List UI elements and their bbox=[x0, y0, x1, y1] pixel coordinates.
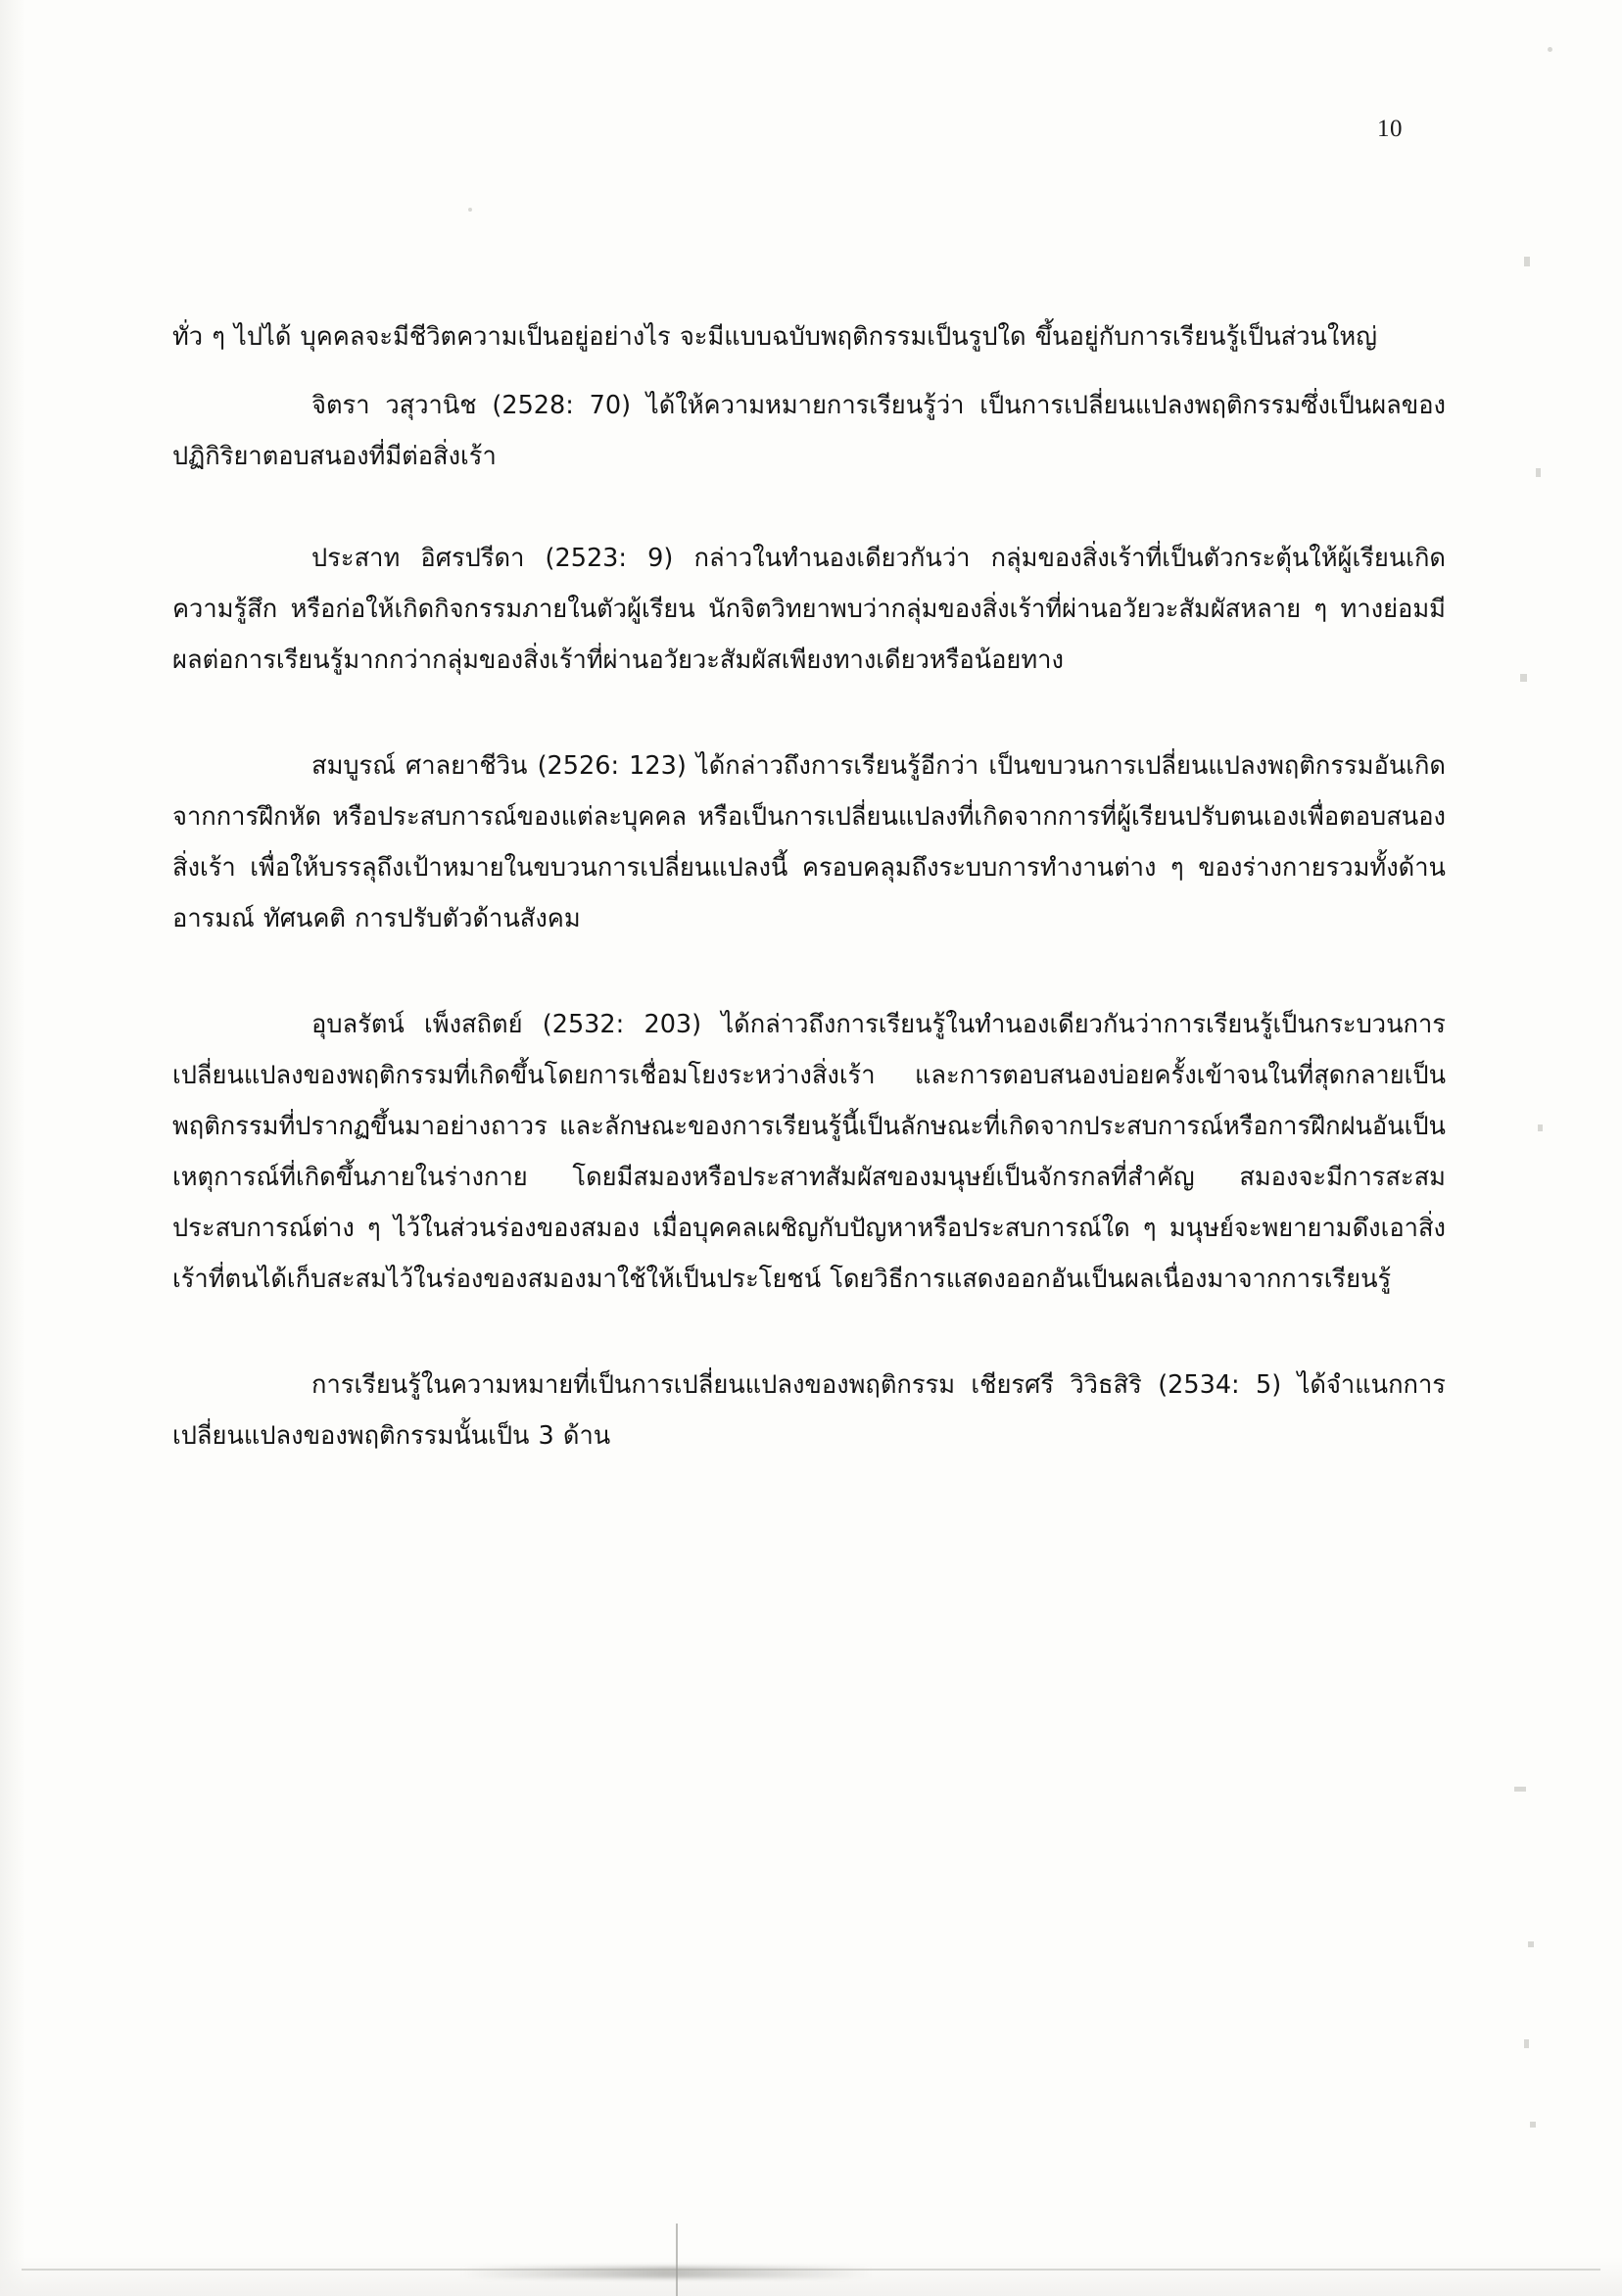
scan-speck bbox=[1548, 47, 1552, 52]
scan-speck bbox=[1528, 1941, 1534, 1947]
paragraph-spacer bbox=[172, 686, 1446, 741]
scan-vertical-line bbox=[676, 2224, 678, 2296]
scan-speck bbox=[1514, 1787, 1526, 1792]
scan-speck bbox=[1536, 468, 1541, 477]
page-edge-shadow-left bbox=[0, 0, 25, 2296]
paragraph-spacer bbox=[172, 944, 1446, 999]
scan-speck bbox=[1520, 674, 1527, 682]
paragraph: จิตรา วสุวานิช (2528: 70) ได้ให้ความหมายการเรียนรู้ว่า เป็นการเปลี่ยนแปลงพฤติกรรมซึ่งเป็นผลของปฏิกิริยาตอบสนองที่มีต่อสิ่งเร้า bbox=[172, 391, 1446, 471]
scan-speck bbox=[1538, 1124, 1543, 1131]
paragraph: การเรียนรู้ในความหมายที่เป็นการเปลี่ยนแปลงของพฤติกรรม เชียรศรี วิวิธสิริ (2534: 5) ได้จำแนกการเปลี่ยนแปลงของพฤติกรรมนั้นเป็น 3 ด้าน bbox=[172, 1370, 1446, 1451]
paragraph: อุบลรัตน์ เพ็งสถิตย์ (2532: 203) ได้กล่าวถึงการเรียนรู้ในทำนองเดียวกันว่าการเรียนรู้เป็นกระบวนการเปลี่ยนแปลงของพฤติกรรมที่เกิดขึ้นโดยการเชื่อมโยงระหว่างสิ่งเร้า และการตอบสนองบ่อยครั้งเข้าจนในที่สุดกลายเป็นพฤติกรรมที่ปรากฏขึ้นมาอย่างถาวร และลักษณะของการเรียนรู้นี้เป็นลักษณะที่เกิดจากประสบการณ์หรือการฝึกฝนอันเป็นเหตุการณ์ที่เกิดขึ้นภายในร่างกาย โดยมีสมองหรือประสาทสัมผัสของมนุษย์เป็นจักรกลที่สำคัญ สมองจะมีการสะสมประสบการณ์ต่าง ๆ ไว้ในส่วนร่องของสมอง เมื่อบุคคลเผชิญกับปัญหาหรือประสบการณ์ใด ๆ มนุษย์จะพยายามดึงเอาสิ่งเร้าที่ตนได้เก็บสะสมไว้ในร่องของสมองมาใช้ให้เป็นประโยชน์ โดยวิธีการแสดงออกอันเป็นผลเนื่องมาจากการเรียนรู้ bbox=[172, 1010, 1446, 1294]
scan-speck bbox=[1524, 2039, 1529, 2048]
scan-speck bbox=[1524, 257, 1530, 266]
page-number: 10 bbox=[1377, 116, 1403, 142]
scan-speck bbox=[468, 208, 472, 212]
document-body bbox=[172, 311, 1446, 1461]
paragraph: ประสาท อิศรปรีดา (2523: 9) กล่าวในทำนองเดียวกันว่า กลุ่มของสิ่งเร้าที่เป็นตัวกระตุ้นให้ผู้เรียนเกิดความรู้สึก หรือก่อให้เกิดกิจกรรมภายในตัวผู้เรียน นักจิตวิทยาพบว่ากลุ่มของสิ่งเร้าที่ผ่านอวัยวะสัมผัสหลาย ๆ ทางย่อมมีผลต่อการเรียนรู้มากกว่ากลุ่มของสิ่งเร้าที่ผ่านอวัยวะสัมผัสเพียงทางเดียวหรือน้อยทาง bbox=[172, 544, 1446, 675]
scan-bottom-line bbox=[22, 2269, 1600, 2271]
scan-speck bbox=[1530, 2122, 1536, 2128]
paragraph-spacer bbox=[172, 1305, 1446, 1360]
paragraph: ทั่ว ๆ ไปได้ บุคคลจะมีชีวิตความเป็นอยู่อย่างไร จะมีแบบฉบับพฤติกรรมเป็นรูปใด ขึ้นอยู่กับการเรียนรู้เป็นส่วนใหญ่ bbox=[172, 322, 1377, 352]
paragraph-spacer bbox=[172, 362, 1446, 380]
paragraph: สมบูรณ์ ศาลยาชีวิน (2526: 123) ได้กล่าวถึงการเรียนรู้อีกว่า เป็นขบวนการเปลี่ยนแปลงพฤติกรรมอันเกิดจากการฝึกหัด หรือประสบการณ์ของแต่ละบุคคล หรือเป็นการเปลี่ยนแปลงที่เกิดจากการที่ผู้เรียนปรับตนเองเพื่อตอบสนองสิ่งเร้า เพื่อให้บรรลุถึงเป้าหมายในขบวนการเปลี่ยนแปลงนี้ ครอบคลุมถึงระบบการทำงานต่าง ๆ ของร่างกายรวมทั้งด้านอารมณ์ ทัศนคติ การปรับตัวด้านสังคม bbox=[172, 751, 1446, 933]
paragraph-spacer bbox=[172, 482, 1446, 533]
